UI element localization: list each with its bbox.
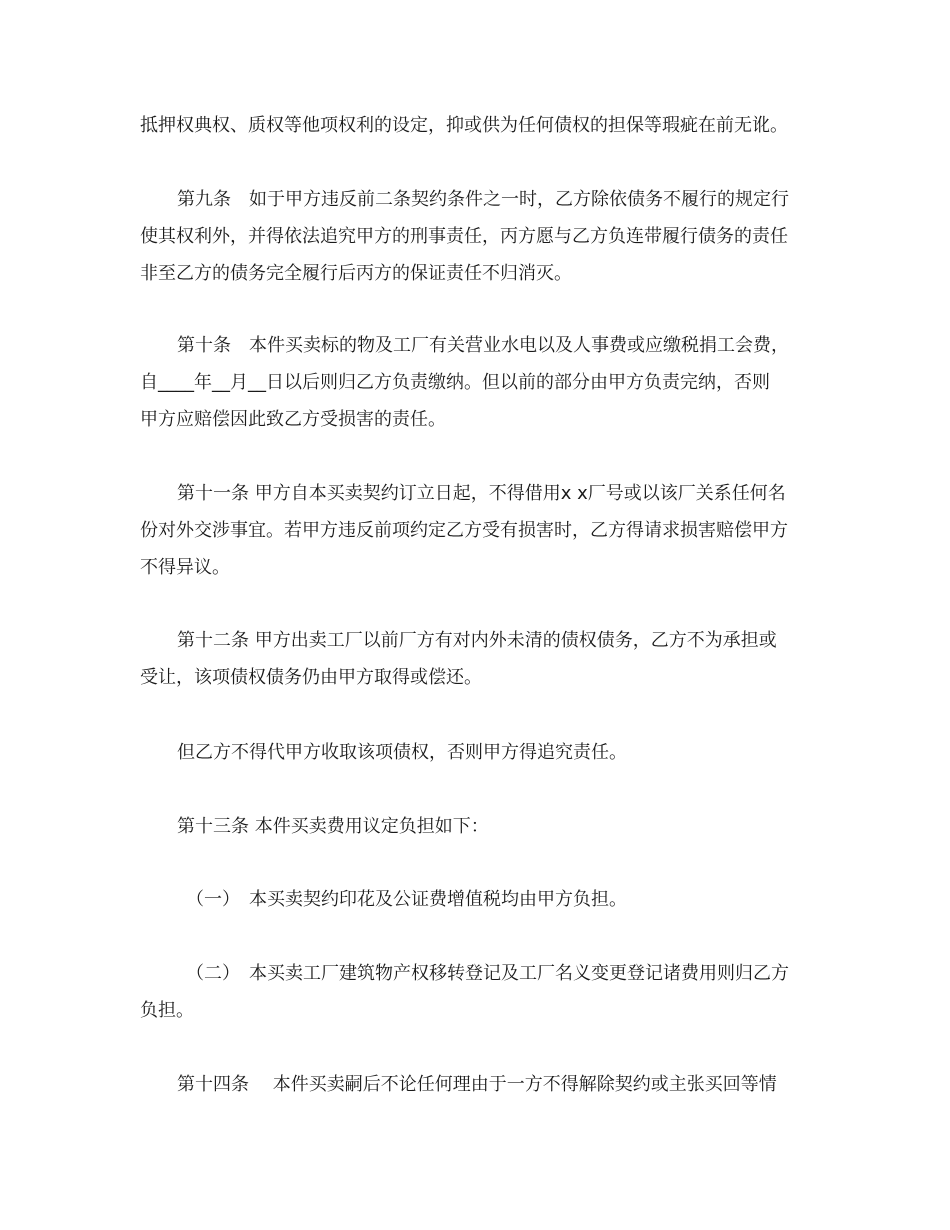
paragraph-article-13-item-1	[140, 881, 820, 918]
text-line: 甲方应赔偿因此致乙方受损害的责任。	[140, 409, 446, 430]
text-line: 负担。	[140, 1000, 194, 1021]
text-line: （二） 本买卖工厂建筑物产权移转登记及工厂名义变更登记诸费用则归乙方	[186, 963, 789, 984]
paragraph-article-9	[140, 181, 820, 292]
paragraph-article-12	[140, 622, 820, 696]
text-line: 受让，该项债权债务仍由甲方取得或偿还。	[140, 667, 482, 688]
text-line: 第九条 如于甲方违反前二条契约条件之一时，乙方除依债务不履行的规定行	[177, 189, 789, 210]
paragraph-article-13-item-2	[140, 955, 820, 1029]
text-line: 第十四条 本件买卖嗣后不论任何理由于一方不得解除契约或主张买回等情	[177, 1074, 777, 1095]
paragraph-article-10	[140, 327, 820, 438]
paragraph-article-14	[140, 1066, 820, 1103]
text-line: 第十二条 甲方出卖工厂以前厂方有对内外未清的债权债务，乙方不为承担或	[177, 630, 777, 651]
text-line: 第十条 本件买卖标的物及工厂有关营业水电以及人事费或应缴税捐工会费，	[177, 335, 789, 356]
text-line: 非至乙方的债务完全履行后丙方的保证责任不归消灭。	[140, 263, 572, 284]
paragraph-defect-warranty	[140, 107, 820, 144]
paragraph-article-12-note	[140, 734, 820, 771]
text-line: 第十三条 本件买卖费用议定负担如下：	[177, 816, 489, 837]
text-line: 但乙方不得代甲方收取该项债权，否则甲方得追究责任。	[177, 742, 627, 763]
text-line: 第十一条 甲方自本买卖契约订立日起，不得借用x x厂号或以该厂关系任何名	[177, 483, 786, 504]
text-line: 抵押权典权、质权等他项权利的设定，抑或供为任何债权的担保等瑕疵在前无讹。	[140, 115, 788, 136]
text-line: 自____年__月__日以后则归乙方负责缴纳。但以前的部分由甲方负责完纳，否则	[140, 372, 770, 393]
text-line: 使其权利外，并得依法追究甲方的刑事责任，丙方愿与乙方负连带履行债务的责任	[140, 226, 788, 247]
text-line: 份对外交涉事宜。若甲方违反前项约定乙方受有损害时，乙方得请求损害赔偿甲方	[140, 520, 788, 541]
text-line: 不得异议。	[140, 557, 230, 578]
text-line: （一） 本买卖契约印花及公证费增值税均由甲方负担。	[186, 889, 627, 910]
paragraph-article-13	[140, 808, 820, 845]
paragraph-article-11	[140, 475, 820, 586]
